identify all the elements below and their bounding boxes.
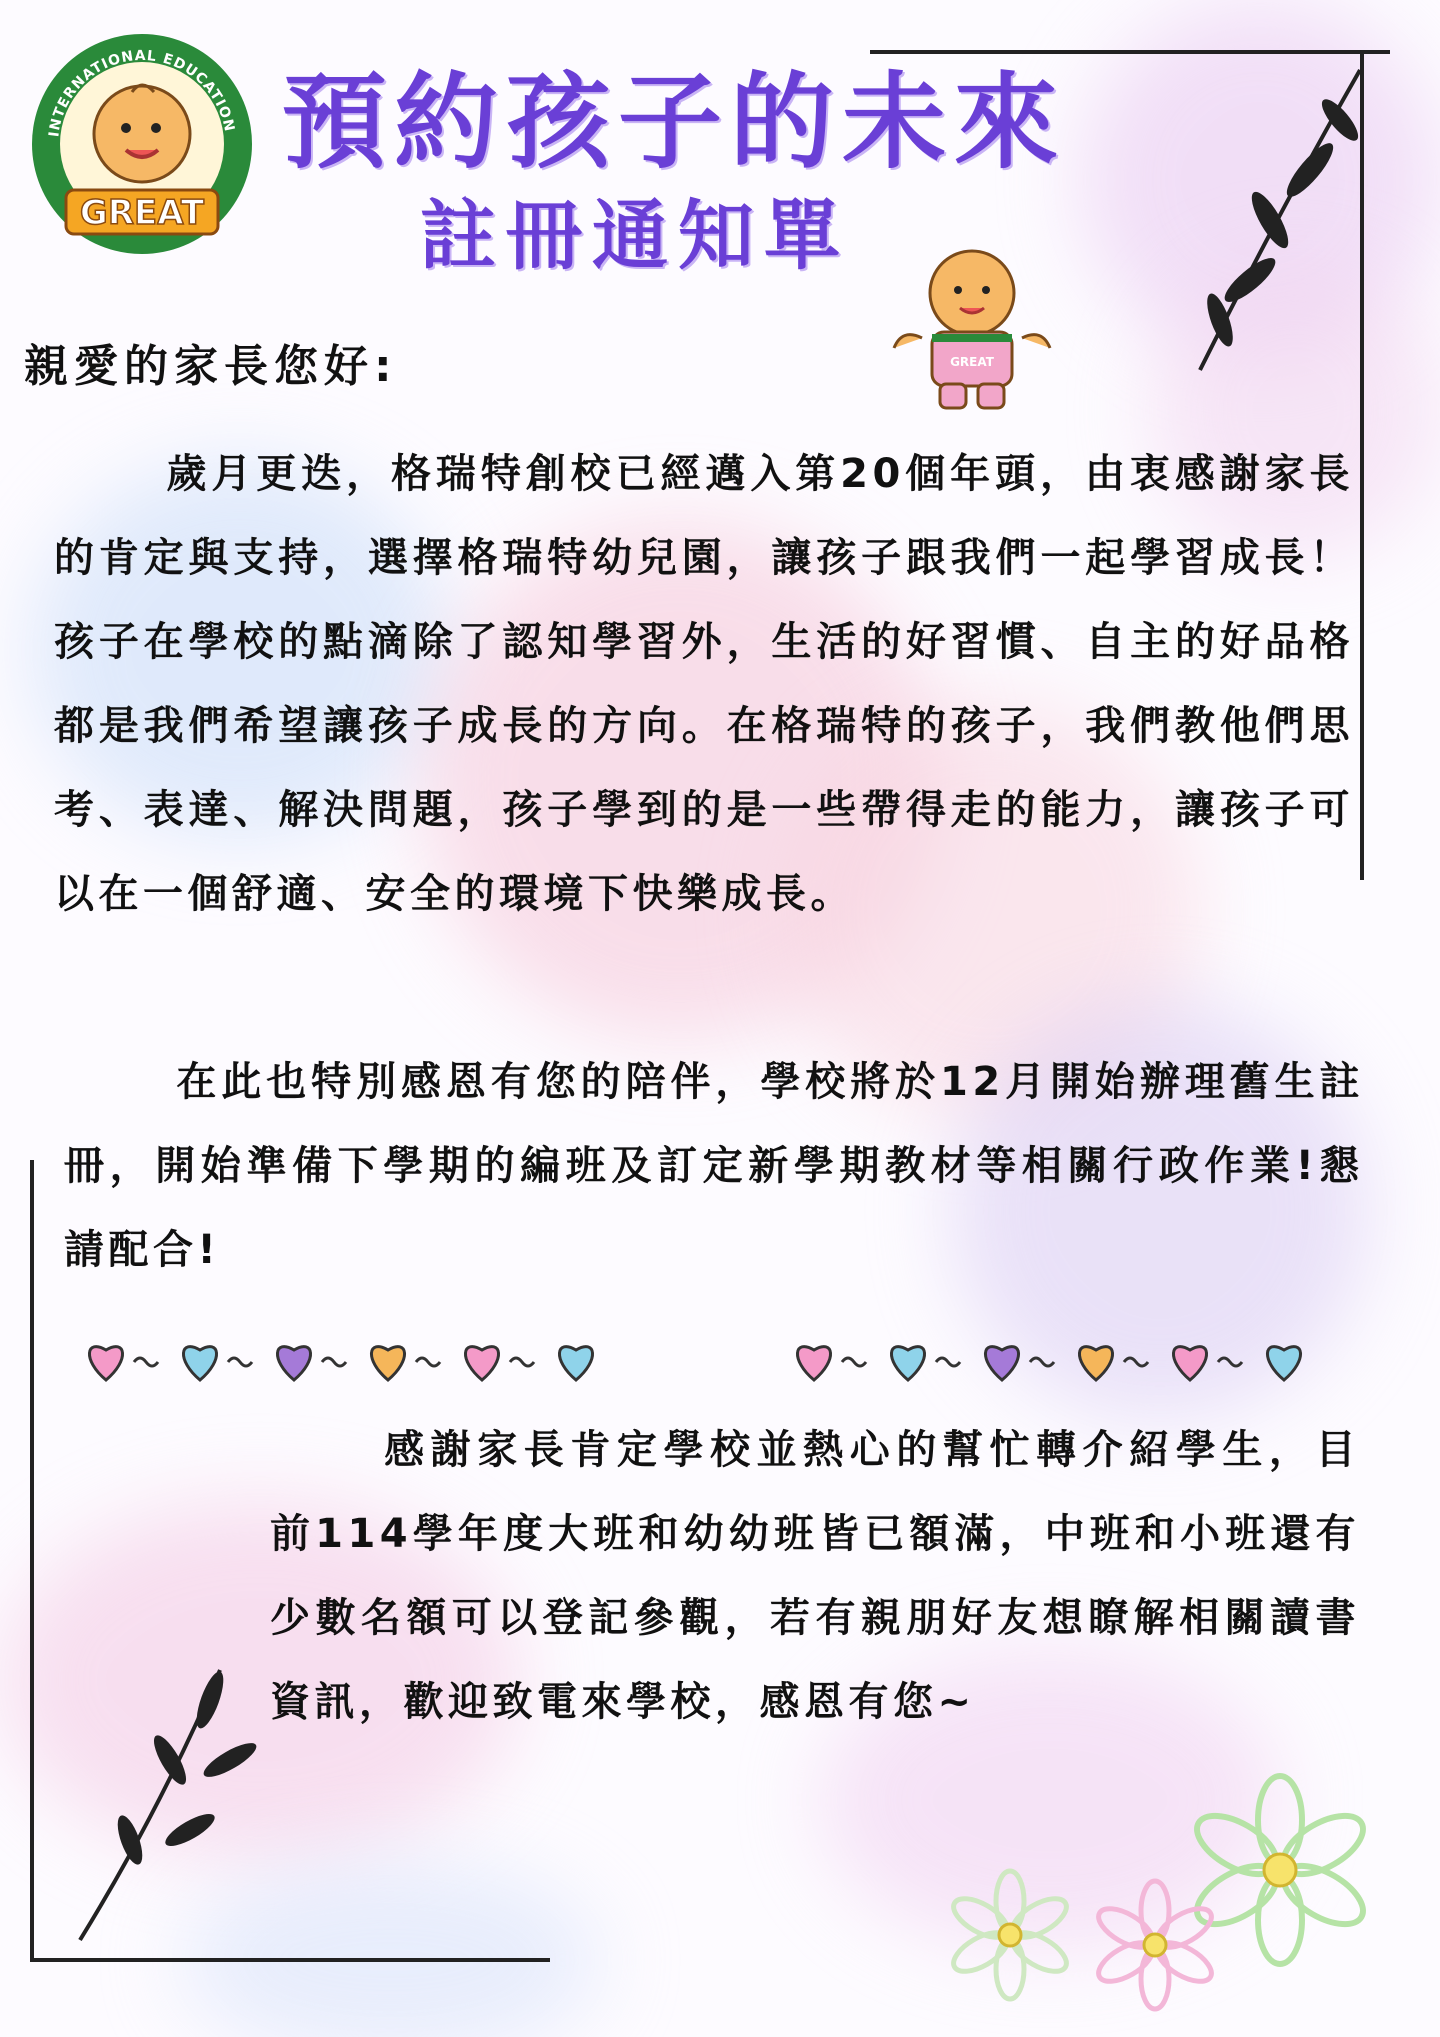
flowers-decoration [940, 1760, 1380, 2030]
paragraph-referral [270, 1408, 1360, 1744]
hearts-divider-left [78, 1328, 638, 1392]
frame-line-top [870, 50, 1390, 54]
mascot-shirt-text: GREAT [950, 355, 994, 369]
great-logo [28, 30, 256, 258]
paragraph-registration [64, 1040, 1364, 1292]
paragraph-referral-text: 感謝家長肯定學校並熱心的幫忙轉介紹學生，目前114學年度大班和幼幼班皆已額滿，中班和小班還有少數名額可以登記參觀，若有親朋好友想瞭解相關讀書資訊，歡迎致電來學校，感恩有您~ [270, 1427, 1360, 1725]
paragraph-intro [54, 432, 1354, 936]
frame-line-bottom [30, 1958, 550, 1962]
page-title: 預約孩子的未來 [282, 61, 1067, 183]
mascot-illustration [882, 238, 1062, 418]
paragraph-registration-text: 在此也特別感恩有您的陪伴，學校將於12月開始辦理舊生註冊，開始準備下學期的編班及訂定新學期教材等相關行政作業!懇請配合! [64, 1059, 1364, 1273]
hearts-divider-right [786, 1328, 1346, 1392]
leaf-branch-bottom-left [70, 1650, 270, 1950]
greeting: 親愛的家長您好: [24, 341, 398, 392]
logo-word: GREAT [79, 193, 205, 233]
paragraph-intro-text: 歲月更迭，格瑞特創校已經邁入第20個年頭，由衷感謝家長的肯定與支持，選擇格瑞特幼兒園，讓孩子跟我們一起學習成長！孩子在學校的點滴除了認知學習外，生活的好習慣、自主的好品格都是我們希望讓孩子成長的方向。在格瑞特的孩子，我們教他們思考、表達、解決問題，孩子學到的是一些帶得走的能力，讓孩子可以在一個舒適、安全的環境下快樂成長。 [54, 451, 1354, 917]
frame-line-left [30, 1160, 34, 1960]
logo-ring-text: INTERNATIONAL EDUCATION [46, 47, 238, 138]
leaf-branch-top-right [1160, 60, 1390, 380]
page-subtitle: 註冊通知單 [420, 191, 850, 280]
